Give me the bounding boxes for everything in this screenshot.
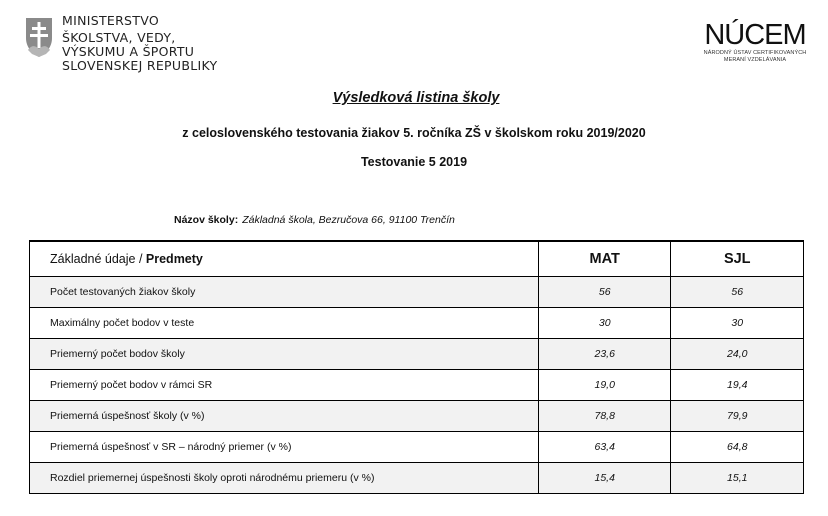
table-row: [30, 277, 804, 308]
row-label: Priemerná úspešnosť školy (v %): [30, 401, 539, 432]
row-sjl-value: 19,4: [671, 370, 804, 401]
testing-name: Testovanie 5 2019: [360, 155, 468, 169]
ministry-line-2: ŠKOLSTVA, VEDY,: [62, 30, 176, 45]
row-mat-value: 56: [538, 277, 671, 308]
row-mat-value: 78,8: [538, 401, 671, 432]
table-row: [30, 308, 804, 339]
header-basic-data: [30, 241, 539, 277]
ministry-logo: [24, 14, 217, 73]
row-mat-value: 30: [538, 308, 671, 339]
table-row: [30, 401, 804, 432]
ministry-line-1: MINISTERSTVO: [62, 13, 160, 28]
row-mat-value: 15,4: [538, 463, 671, 494]
row-mat-value: 19,0: [538, 370, 671, 401]
table-row: [30, 463, 804, 494]
nucem-subtitle-2: MERANÍ VZDELÁVANIA: [723, 56, 787, 63]
row-sjl-value: 15,1: [671, 463, 804, 494]
row-label: Počet testovaných žiakov školy: [30, 277, 539, 308]
nucem-logo: [700, 20, 810, 63]
row-label: Priemerný počet bodov školy: [30, 339, 539, 370]
row-mat-value: 23,6: [538, 339, 671, 370]
header-subjects: Predmety: [145, 252, 203, 266]
header-sjl: SJL: [671, 241, 804, 277]
row-label: Priemerný počet bodov v rámci SR: [30, 370, 539, 401]
ministry-line-4: SLOVENSKEJ REPUBLIKY: [62, 58, 218, 73]
row-sjl-value: 79,9: [671, 401, 804, 432]
row-label: Rozdiel priemernej úspešnosti školy oproti národnému priemeru (v %): [30, 463, 539, 494]
school-value: Základná škola, Bezručova 66, 91100 Trenčín: [242, 214, 455, 226]
results-table: [29, 240, 804, 494]
ministry-line-3: VÝSKUMU A ŠPORTU: [62, 44, 195, 59]
document-subtitle: z celoslovenského testovania žiakov 5. ročníka ZŠ v školskom roku 2019/2020: [182, 126, 646, 140]
table-row: [30, 432, 804, 463]
slovak-crest-icon: [24, 16, 54, 58]
row-label: Priemerná úspešnosť v SR – národný priemer (v %): [30, 432, 539, 463]
nucem-subtitle-1: NÁRODNÝ ÚSTAV CERTIFIKOVANÝCH: [703, 50, 807, 56]
header-prefix: Základné údaje /: [50, 252, 146, 266]
table-row: [30, 339, 804, 370]
table-header-row: [30, 241, 804, 277]
table-row: [30, 370, 804, 401]
nucem-logo-text: NÚCEM: [704, 19, 806, 51]
school-label: Názov školy:: [174, 214, 239, 226]
row-sjl-value: 30: [671, 308, 804, 339]
row-label: Maximálny počet bodov v teste: [30, 308, 539, 339]
row-sjl-value: 56: [671, 277, 804, 308]
row-sjl-value: 24,0: [671, 339, 804, 370]
document-title: Výsledková listina školy: [332, 90, 500, 106]
row-mat-value: 63,4: [538, 432, 671, 463]
header-mat: MAT: [538, 241, 671, 277]
school-name: [174, 214, 455, 226]
row-sjl-value: 64,8: [671, 432, 804, 463]
